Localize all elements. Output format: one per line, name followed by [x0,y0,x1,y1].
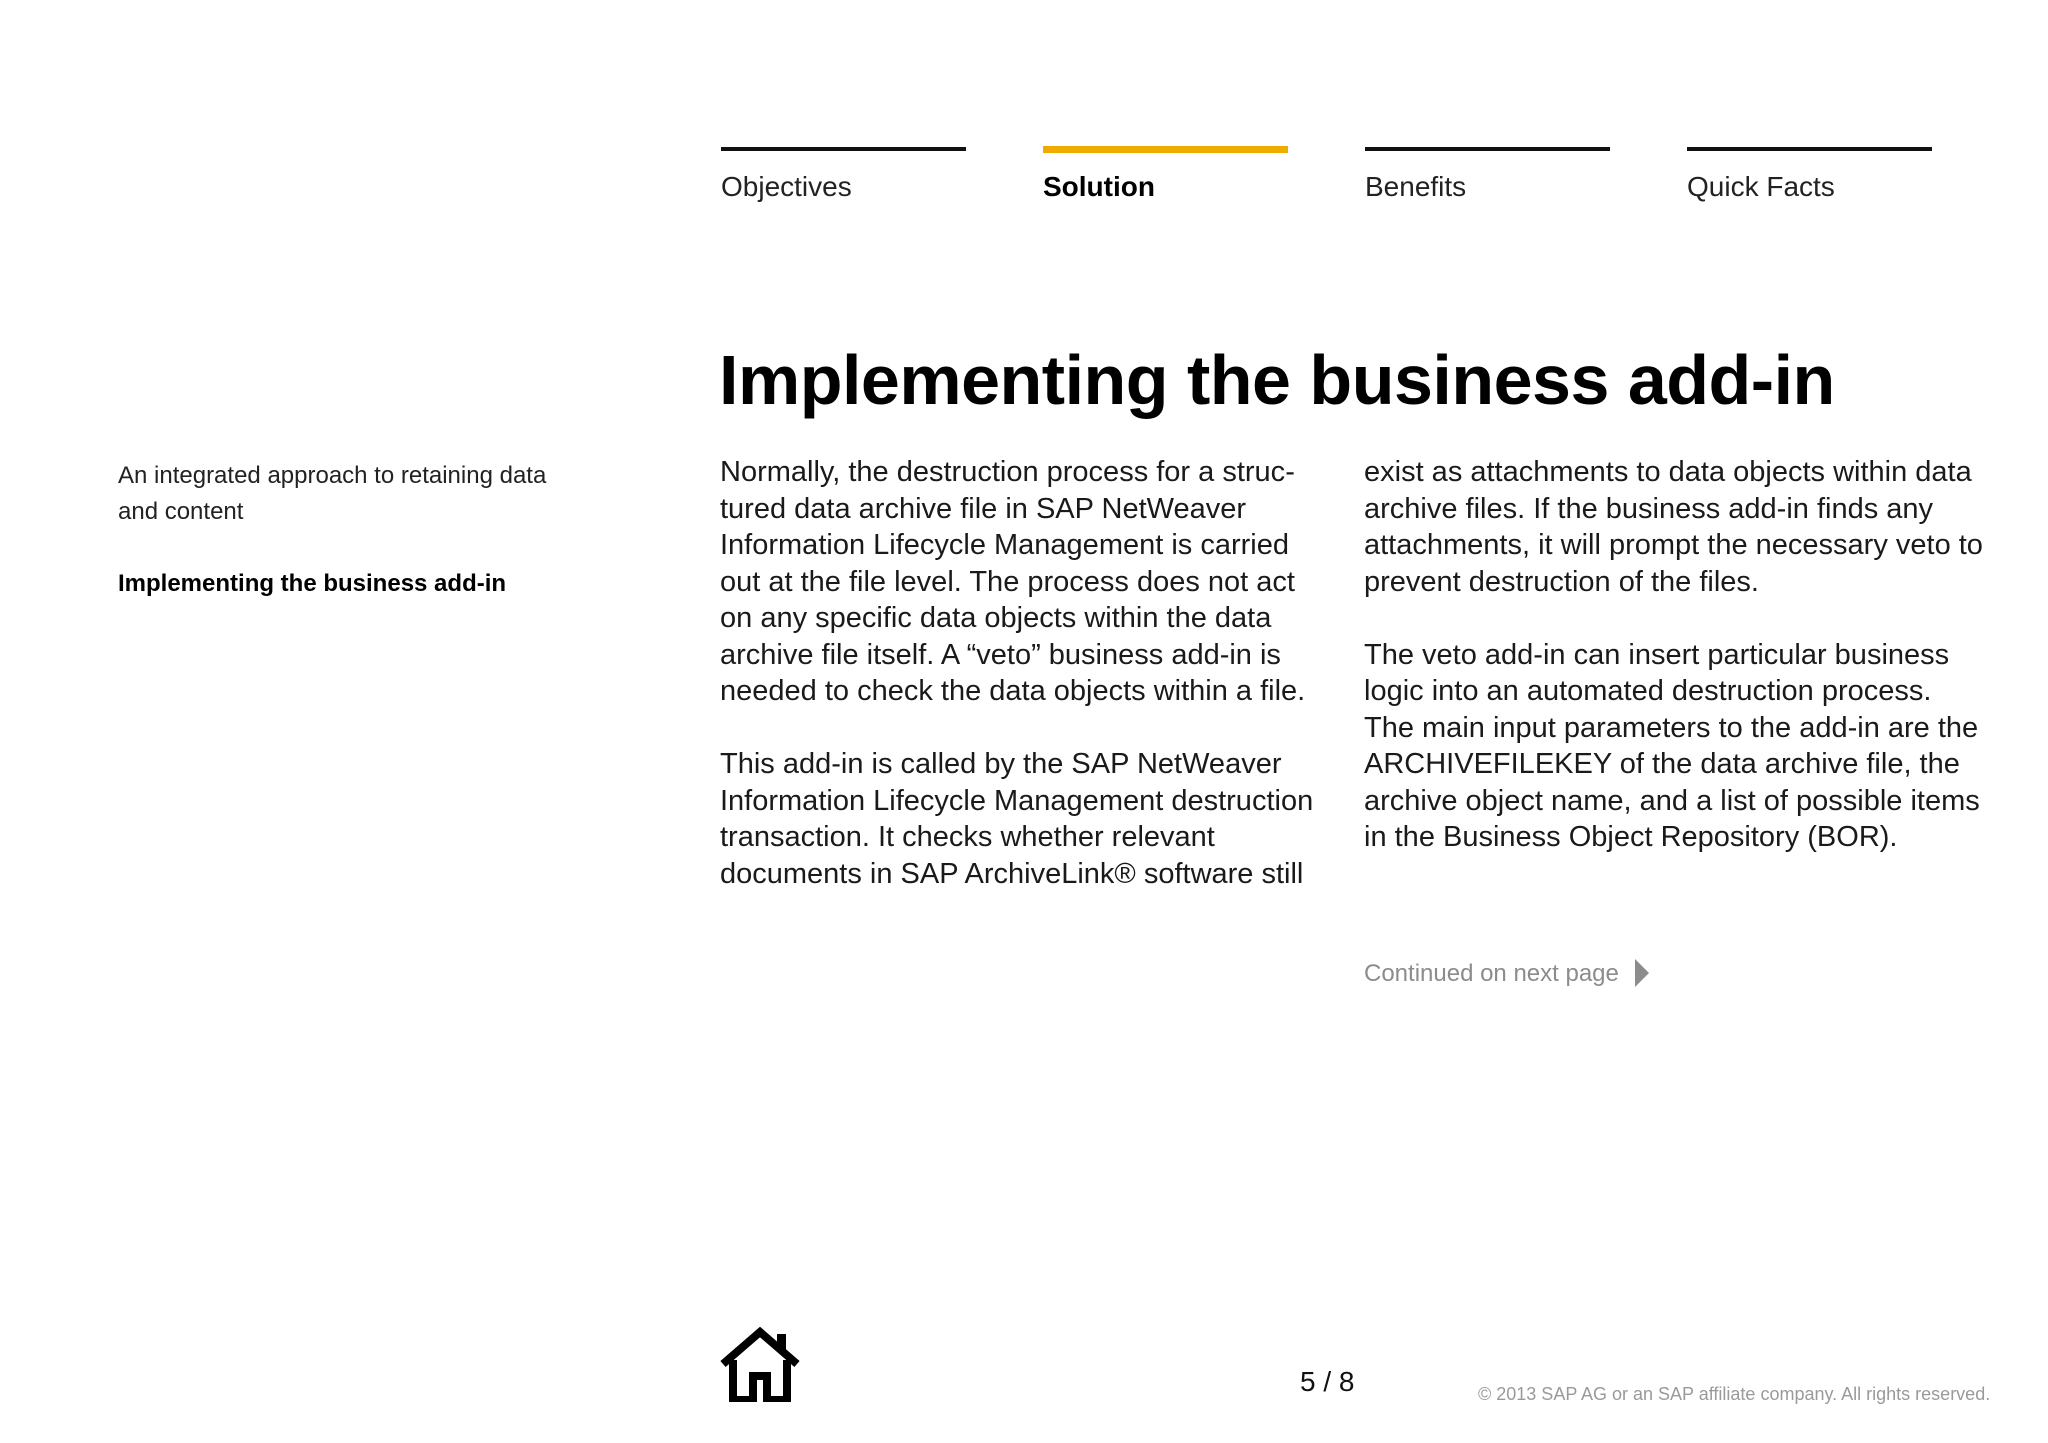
home-icon[interactable] [719,1326,801,1402]
page-title: Implementing the business add-in [719,341,1835,419]
paragraph: This add-in is called by the SAP NetWeaver Information Lifecycle Management destruction transaction. It checks whether relevant documents in SAP ArchiveLink® software still [720,748,1314,890]
body-column-left [720,454,1335,929]
sidebar [118,458,558,602]
continued-label: Continued on next page [1364,960,1619,987]
copyright-notice: © 2013 SAP AG or an SAP affiliate company. All rights reserved. [1478,1384,1991,1404]
tab-label: Benefits [1365,171,1467,202]
tab-indicator-active [1043,146,1288,153]
paragraph: The veto add-in can insert particular business logic into an automated destruction process. The main input parameters to the add-in are the ARCHIVEFILEKEY of the data archive file, the archive object name, and a list of possible items in the Business Object Repository (BOR). [1364,638,1980,853]
tab-indicator [1687,147,1932,151]
sidebar-item-business-add-in[interactable]: Implementing the business add-in [118,570,507,597]
tab-label: Quick Facts [1687,171,1835,202]
body-column-right [1364,454,1984,892]
tab-indicator [1365,147,1610,151]
page-number: 5 / 8 [1300,1366,1355,1397]
sidebar-item-integrated-approach[interactable]: An integrated approach to retaining data and content [118,462,547,525]
paragraph: Normally, the destruction process for a structured data archive file in SAP NetWeaver Information Lifecycle Management is carried out at the file level. The process does not act on any specific data objects within the data archive file itself. A “veto” business add-in is needed to check the data objects within a file. [720,456,1306,707]
tab-objectives[interactable] [721,147,966,217]
tab-label: Solution [1043,171,1155,202]
tab-quick-facts[interactable] [1687,147,1932,217]
continued-next-page-link[interactable] [1364,960,1649,988]
paragraph: exist as attachments to data objects within data archive files. If the business add-in finds any attachments, it will prompt the necessary veto to prevent destruction of the files. [1364,456,1983,598]
arrow-right-icon [1635,959,1649,987]
tab-indicator [721,147,966,151]
tab-label: Objectives [721,171,852,202]
section-tabs [721,147,1934,217]
tab-benefits[interactable] [1365,147,1610,217]
tab-solution[interactable] [1043,147,1288,217]
